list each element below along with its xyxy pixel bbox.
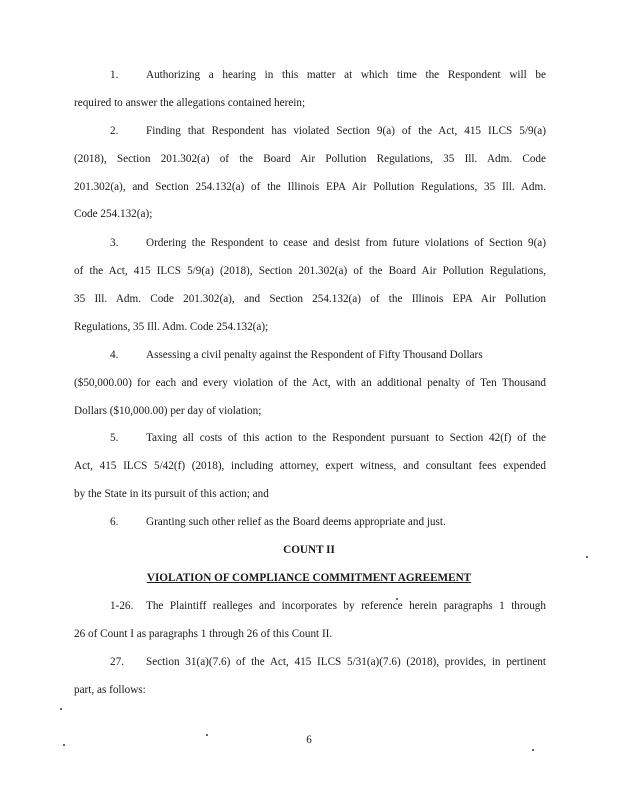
item-3-line-4: Regulations, 35 Ill. Adm. Code 254.132(a); xyxy=(74,321,269,333)
item-1-number: 1. xyxy=(110,69,119,81)
paragraph-1-26-number: 1-26. xyxy=(110,600,134,612)
item-4-line-2: ($50,000.00) for each and every violation of the Act, with an additional penalty of Ten Thousand xyxy=(74,377,546,389)
item-2-line-2: (2018), Section 201.302(a) of the Board Air Pollution Regulations, 35 Ill. Adm. Code xyxy=(74,153,546,165)
scan-speck xyxy=(532,749,534,751)
item-3-number: 3. xyxy=(110,237,119,249)
item-6-number: 6. xyxy=(110,516,119,528)
item-5-line-3: by the State in its pursuit of this action; and xyxy=(74,488,269,500)
item-3-line-2: of the Act, 415 ILCS 5/9(a) (2018), Section 201.302(a) of the Board Air Pollution Regulations, xyxy=(74,265,546,277)
item-1-line-1: 1. Authorizing a hearing in this matter at which time the Respondent will be xyxy=(110,69,546,81)
scan-speck xyxy=(63,744,65,746)
item-2-line-1: 2. Finding that Respondent has violated Section 9(a) of the Act, 415 ILCS 5/9(a) xyxy=(110,125,546,137)
scan-speck xyxy=(60,708,62,710)
item-3-line-3: 35 Ill. Adm. Code 201.302(a), and Section 254.132(a) of the Illinois EPA Air Pollution xyxy=(74,293,546,305)
item-5-line-2: Act, 415 ILCS 5/42(f) (2018), including attorney, expert witness, and consultant fees expended xyxy=(74,460,546,472)
item-2-number: 2. xyxy=(110,125,119,137)
item-4-line-3: Dollars ($10,000.00) per day of violation; xyxy=(74,405,262,417)
scan-speck xyxy=(396,598,398,600)
item-2-line-3: 201.302(a), and Section 254.132(a) of the Illinois EPA Air Pollution Regulations, 35 Ill. Adm. xyxy=(74,181,546,193)
count-title: COUNT II xyxy=(283,544,335,556)
paragraph-27-line-1: 27. Section 31(a)(7.6) of the Act, 415 ILCS 5/31(a)(7.6) (2018), provides, in pertinent xyxy=(110,656,546,668)
paragraph-27-number: 27. xyxy=(110,656,124,668)
item-5-number: 5. xyxy=(110,432,119,444)
paragraph-1-26-line-2: 26 of Count I as paragraphs 1 through 26 of this Count II. xyxy=(74,628,333,640)
scan-speck xyxy=(586,556,588,558)
scan-speck xyxy=(206,734,208,736)
count-subtitle: VIOLATION OF COMPLIANCE COMMITMENT AGREEMENT xyxy=(146,572,472,584)
item-4-number: 4. xyxy=(110,349,119,361)
item-4-line-1: 4. Assessing a civil penalty against the Respondent of Fifty Thousand Dollars xyxy=(110,349,483,361)
item-1-line-2: required to answer the allegations contained herein; xyxy=(74,97,306,109)
item-3-line-1: 3. Ordering the Respondent to cease and desist from future violations of Section 9(a) xyxy=(110,237,546,249)
paragraph-1-26-line-1: 1-26. The Plaintiff realleges and incorporates by reference herein paragraphs 1 through xyxy=(110,600,546,612)
paragraph-27-line-2: part, as follows: xyxy=(74,684,146,696)
item-5-line-1: 5. Taxing all costs of this action to the Respondent pursuant to Section 42(f) of the xyxy=(110,432,546,444)
page-number: 6 xyxy=(306,734,312,746)
item-2-line-4: Code 254.132(a); xyxy=(74,208,153,220)
item-6-line-1: 6. Granting such other relief as the Board deems appropriate and just. xyxy=(110,516,446,528)
